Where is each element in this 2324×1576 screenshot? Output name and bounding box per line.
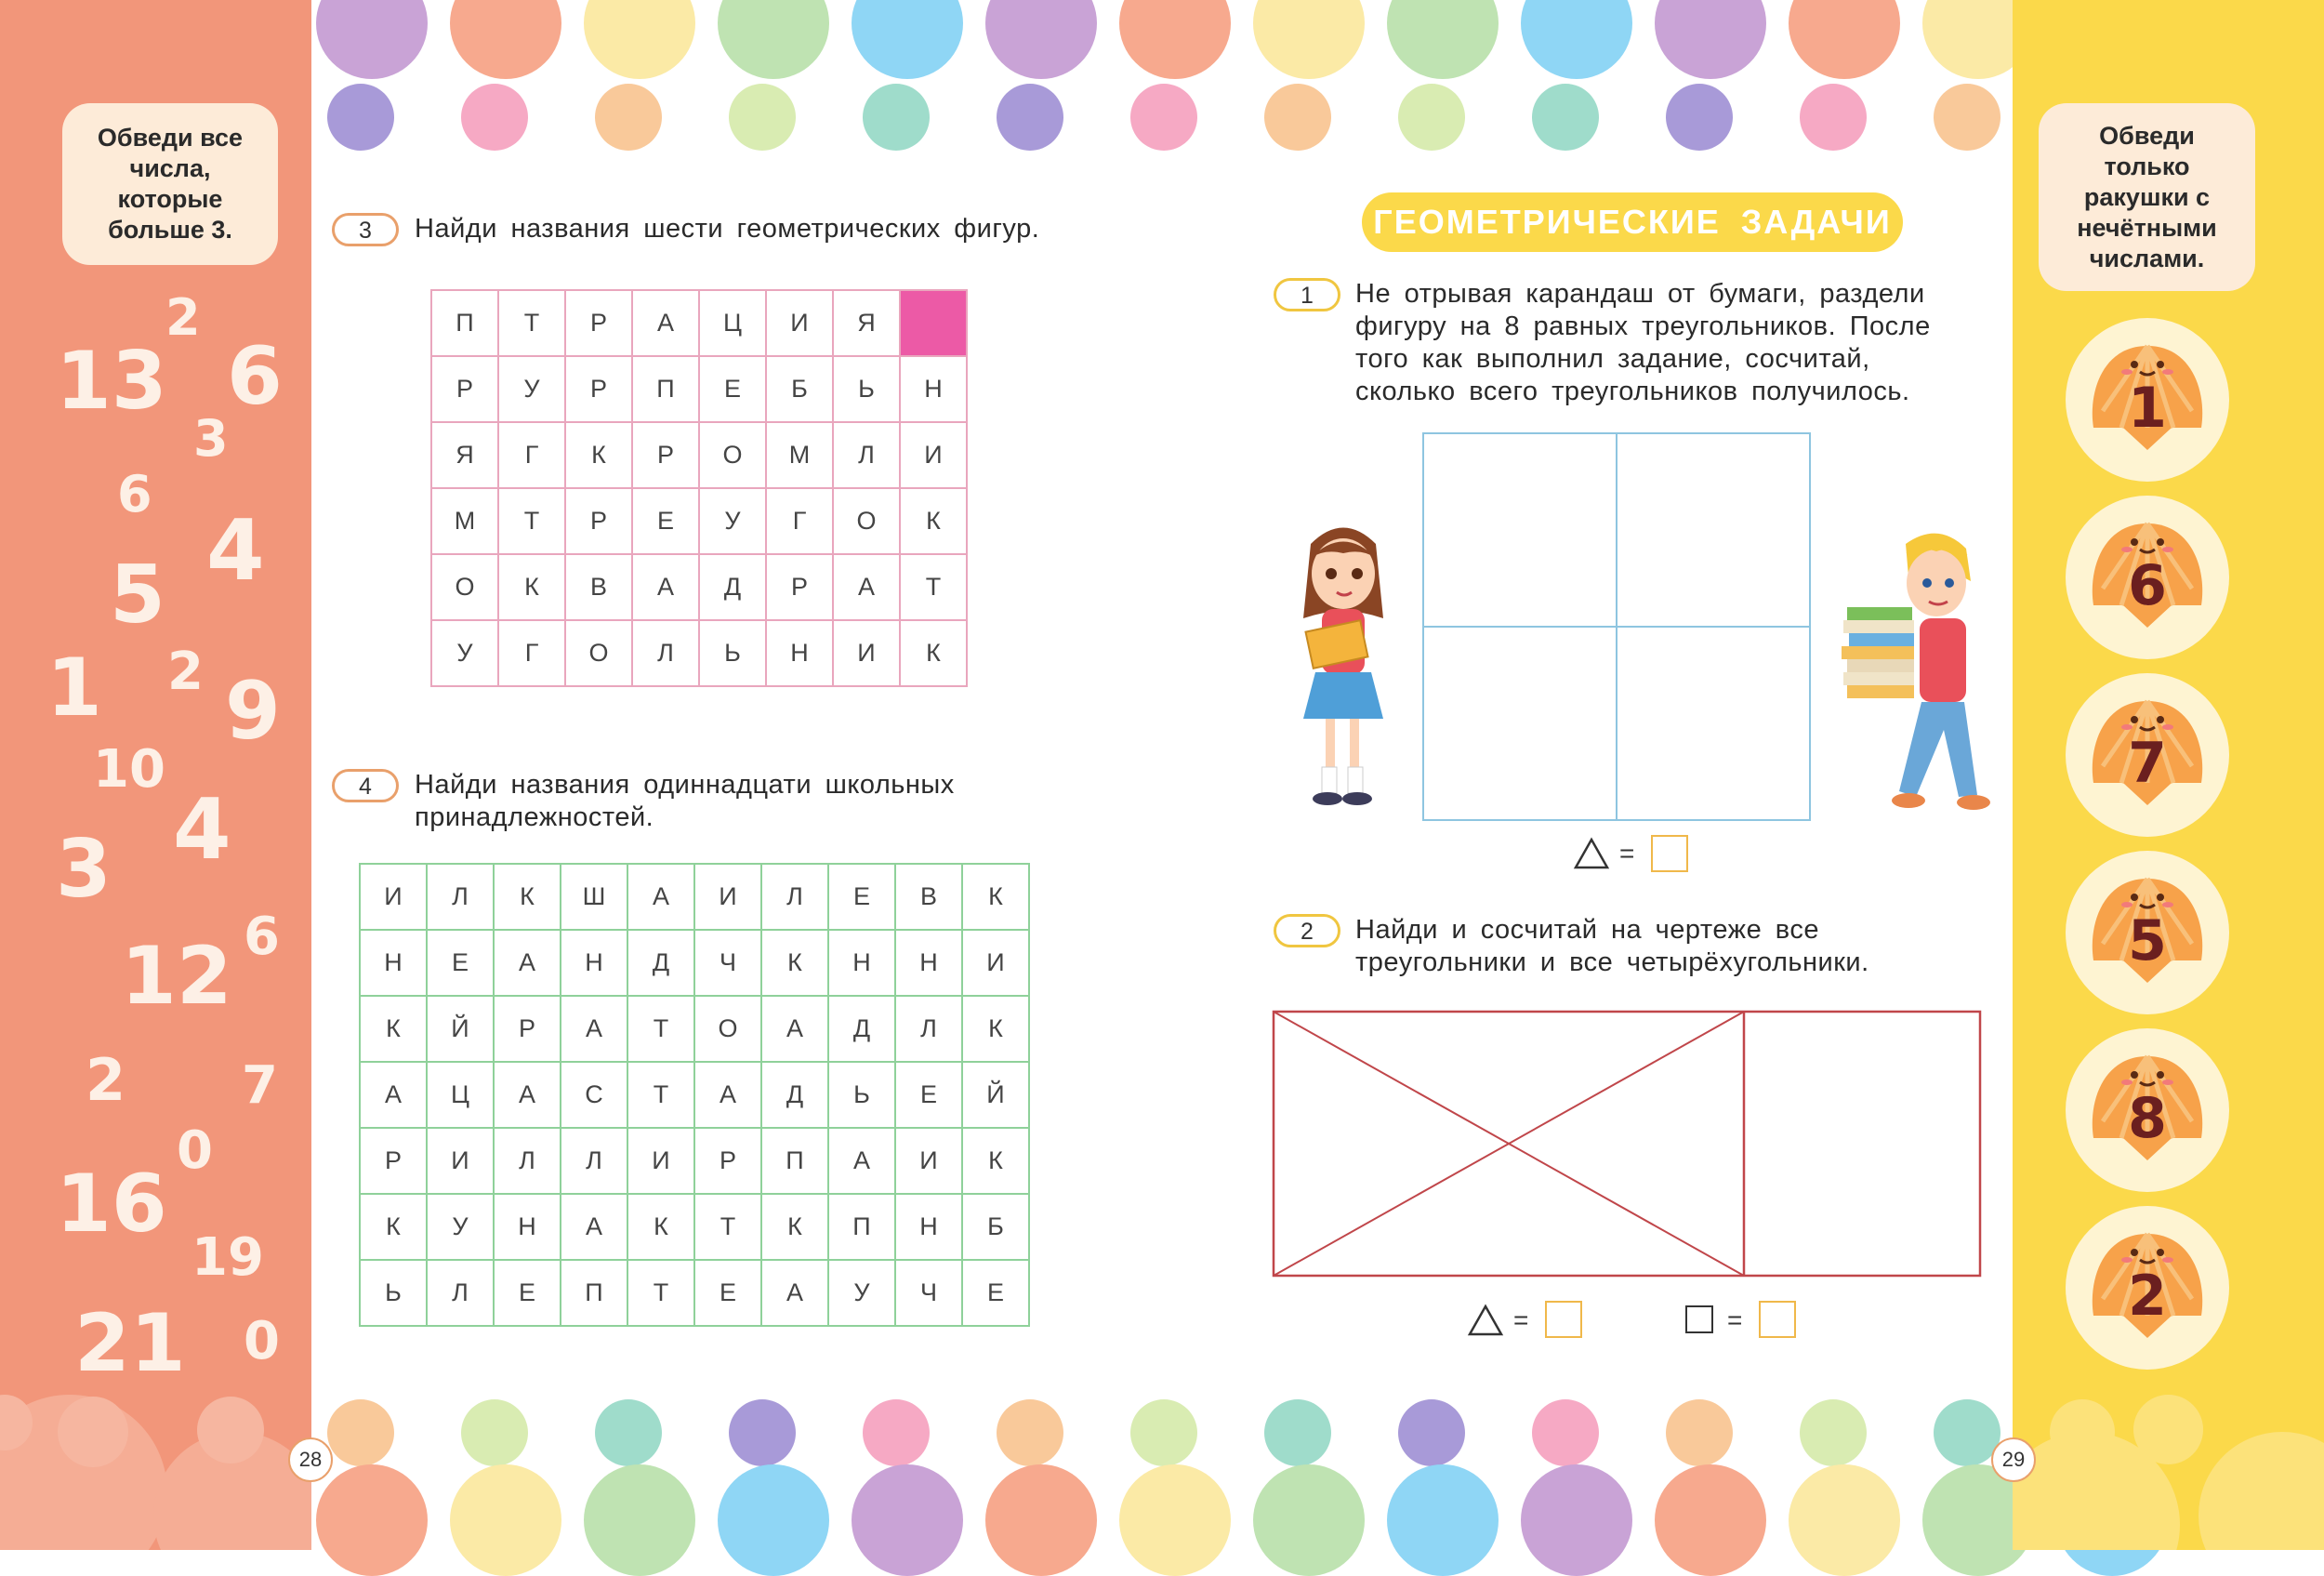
grid-row (431, 356, 967, 422)
decor-dot (1934, 84, 2000, 151)
grid-cell[interactable]: А (360, 1062, 427, 1128)
scatter-number[interactable]: 3 (193, 409, 229, 468)
square-symbol-icon (1685, 1305, 1713, 1333)
decor-dot (1532, 1399, 1599, 1466)
grid-cell[interactable]: Ч (895, 1260, 962, 1326)
scatter-number[interactable]: 4 (173, 781, 231, 879)
grid-cell[interactable]: Д (761, 1062, 828, 1128)
grid-cell[interactable]: Ш (561, 864, 627, 930)
grid-cell[interactable]: А (494, 930, 561, 996)
grid-cell[interactable]: Г (498, 422, 565, 488)
grid-cell[interactable]: М (431, 488, 498, 554)
grid-cell[interactable]: К (900, 620, 967, 686)
geo-2-line1: Найди и сосчитай на чертеже все (1355, 915, 1819, 945)
grid-cell[interactable]: Е (895, 1062, 962, 1128)
grid-cell[interactable]: И (766, 290, 833, 356)
decor-dot (1253, 0, 1365, 79)
decor-dot (1264, 84, 1331, 151)
grid-cell[interactable]: А (694, 1062, 761, 1128)
grid-cell[interactable]: Б (766, 356, 833, 422)
decor-dot (1119, 0, 1231, 79)
boy-with-books-illustration (1827, 525, 2003, 823)
grid-cell[interactable]: К (360, 1194, 427, 1260)
strip-dot (58, 1397, 128, 1467)
grid-cell[interactable]: Р (360, 1128, 427, 1194)
decor-dot (852, 0, 963, 79)
decor-dot (1532, 84, 1599, 151)
grid-cell[interactable]: В (895, 864, 962, 930)
grid-cell[interactable]: А (632, 290, 699, 356)
scatter-number[interactable]: 19 (191, 1227, 264, 1288)
grid-cell[interactable]: Ь (360, 1260, 427, 1326)
scatter-number[interactable]: 2 (167, 642, 204, 702)
decor-dot (1387, 0, 1499, 79)
grid-cell[interactable]: Н (900, 356, 967, 422)
grid-cell[interactable]: И (694, 864, 761, 930)
task-4-text-line2: принадлежностей. (415, 802, 654, 832)
grid-cell[interactable]: И (427, 1128, 494, 1194)
shell-number: 1 (2128, 376, 2167, 441)
shell-number: 7 (2128, 731, 2167, 796)
grid-cell[interactable]: Н (766, 620, 833, 686)
decor-dot (1253, 1464, 1365, 1576)
scatter-number[interactable]: 3 (56, 823, 112, 916)
decor-dot (1398, 84, 1465, 151)
grid-row (431, 422, 967, 488)
grid-cell[interactable]: О (431, 554, 498, 620)
decor-dot (1119, 1464, 1231, 1576)
grid-cell[interactable]: Р (694, 1128, 761, 1194)
grid-cell[interactable]: Н (895, 1194, 962, 1260)
left-instruction: Обведи все числа, которые больше 3. (62, 103, 278, 265)
grid-cell[interactable]: Р (494, 996, 561, 1062)
grid-cell[interactable]: К (962, 996, 1029, 1062)
decor-dot (1521, 1464, 1632, 1576)
scatter-number[interactable]: 16 (56, 1158, 167, 1251)
decor-dot (327, 1399, 394, 1466)
grid-cell[interactable]: У (699, 488, 766, 554)
rectangle-figure-drawing (1272, 1010, 1984, 1279)
grid-row (360, 930, 1029, 996)
geo-1-equals: = (1619, 839, 1635, 867)
grid-row (360, 864, 1029, 930)
grid-cell[interactable]: К (360, 996, 427, 1062)
page-number-right: 29 (1991, 1437, 2036, 1482)
grid-cell[interactable]: А (761, 996, 828, 1062)
scatter-number[interactable]: 6 (244, 907, 280, 967)
grid-cell[interactable]: Р (565, 488, 632, 554)
decor-dot (718, 1464, 829, 1576)
grid-cell[interactable]: Е (494, 1260, 561, 1326)
grid-cell[interactable]: У (431, 620, 498, 686)
task-4-text-line1: Найди названия одиннадцати школьных (415, 770, 955, 800)
grid-cell[interactable]: Г (498, 620, 565, 686)
triangle-symbol-icon (1573, 837, 1610, 870)
grid-cell[interactable]: П (632, 356, 699, 422)
grid-cell[interactable]: О (699, 422, 766, 488)
grid-cell[interactable]: Д (699, 554, 766, 620)
grid-cell[interactable]: Н (561, 930, 627, 996)
grid-row (360, 996, 1029, 1062)
grid-cell[interactable]: П (828, 1194, 895, 1260)
shell-number: 2 (2128, 1264, 2167, 1329)
scatter-number[interactable]: 2 (86, 1046, 126, 1114)
scatter-number[interactable]: 12 (121, 930, 232, 1023)
grid-cell[interactable]: Л (561, 1128, 627, 1194)
scatter-number[interactable]: 7 (242, 1055, 278, 1116)
triangle-symbol-icon (1467, 1304, 1504, 1337)
geo-1-badge: 1 (1274, 278, 1340, 311)
grid-cell[interactable]: Й (962, 1062, 1029, 1128)
grid-cell[interactable]: Р (565, 290, 632, 356)
grid-cell[interactable]: Р (766, 554, 833, 620)
grid-cell[interactable]: М (766, 422, 833, 488)
grid-cell[interactable]: И (627, 1128, 694, 1194)
grid-cell[interactable]: О (833, 488, 900, 554)
decor-dot (1655, 0, 1766, 79)
grid-cell[interactable]: К (498, 554, 565, 620)
grid-row (360, 1260, 1029, 1326)
right-instruction: Обведи только ракушки с нечётными числами. (2039, 103, 2255, 291)
grid-row (431, 290, 967, 356)
grid-cell[interactable]: Н (360, 930, 427, 996)
shell-item[interactable] (2066, 851, 2229, 1014)
scatter-number[interactable]: 6 (117, 465, 152, 523)
grid-cell[interactable]: И (833, 620, 900, 686)
decor-dot (1666, 1399, 1733, 1466)
decor-dot (584, 1464, 695, 1576)
shell-number: 8 (2128, 1086, 2167, 1151)
page-number-left: 28 (288, 1437, 333, 1482)
decor-dot (595, 84, 662, 151)
right-side-strip (2013, 0, 2324, 1550)
decor-dot (729, 84, 796, 151)
grid-cell[interactable]: О (694, 996, 761, 1062)
grid-cell[interactable]: Л (494, 1128, 561, 1194)
grid-cell[interactable]: А (833, 554, 900, 620)
grid-cell[interactable]: А (561, 996, 627, 1062)
grid-cell[interactable]: И (900, 422, 967, 488)
grid-cell[interactable]: Т (498, 290, 565, 356)
left-side-strip (0, 0, 311, 1550)
geo-2-triangles-answer-box[interactable] (1545, 1301, 1582, 1338)
shell-number: 6 (2128, 553, 2167, 618)
grid-cell[interactable]: Л (833, 422, 900, 488)
decor-dot (852, 1464, 963, 1576)
grid-cell[interactable]: С (561, 1062, 627, 1128)
grid-row (360, 1128, 1029, 1194)
grid-cell[interactable]: Ц (427, 1062, 494, 1128)
geo-1-line: Не отрывая карандаш от бумаги, раздели (1355, 279, 1925, 309)
grid-cell[interactable]: Р (632, 422, 699, 488)
decor-dot (316, 1464, 428, 1576)
task-4-text (415, 769, 955, 834)
decor-dot (1655, 1464, 1766, 1576)
scatter-number[interactable]: 0 (244, 1311, 280, 1371)
grid-cell[interactable]: Л (632, 620, 699, 686)
grid-cell[interactable]: Л (761, 864, 828, 930)
grid-cell[interactable]: Ь (833, 356, 900, 422)
geo-2-equals-triangles: = (1513, 1305, 1529, 1334)
decor-dot (1666, 84, 1733, 151)
task-3-letter-grid (430, 289, 968, 687)
grid-row (431, 488, 967, 554)
grid-cell[interactable]: Т (627, 996, 694, 1062)
grid-cell[interactable]: Р (565, 356, 632, 422)
grid-cell[interactable]: О (565, 620, 632, 686)
grid-cell[interactable]: Д (828, 996, 895, 1062)
grid-cell[interactable]: Б (962, 1194, 1029, 1260)
grid-cell[interactable]: Н (895, 930, 962, 996)
grid-cell[interactable]: Ч (694, 930, 761, 996)
decor-dot (1789, 0, 1900, 79)
grid-cell[interactable]: Я (833, 290, 900, 356)
task-3-badge: 3 (332, 213, 399, 246)
grid-cell[interactable]: А (561, 1194, 627, 1260)
geo-1-answer-box[interactable] (1651, 835, 1688, 872)
grid-cell[interactable]: А (627, 864, 694, 930)
grid-cell[interactable]: К (962, 1128, 1029, 1194)
shell-item[interactable] (2066, 673, 2229, 837)
shell-item[interactable] (2066, 1206, 2229, 1370)
grid-cell[interactable]: Ь (699, 620, 766, 686)
grid-row (360, 1194, 1029, 1260)
grid-cell[interactable]: Е (962, 1260, 1029, 1326)
decor-dot (450, 0, 561, 79)
task-4-letter-grid (359, 863, 1030, 1327)
geo-2-text (1355, 914, 1869, 979)
shell-item[interactable] (2066, 318, 2229, 482)
grid-cell[interactable]: Т (627, 1260, 694, 1326)
decor-dot (595, 1399, 662, 1466)
shell-item[interactable] (2066, 496, 2229, 659)
grid-cell[interactable]: У (498, 356, 565, 422)
grid-cell[interactable]: Т (627, 1062, 694, 1128)
geo-2-line2: треугольники и все четырёхугольники. (1355, 947, 1869, 977)
decor-dot (718, 0, 829, 79)
decor-dot (316, 0, 428, 79)
decor-dot (1398, 1399, 1465, 1466)
decor-dot (1387, 1464, 1499, 1576)
grid-cell[interactable]: А (632, 554, 699, 620)
task-3-text: Найди названия шести геометрических фигур. (415, 214, 1040, 244)
shell-number: 5 (2128, 908, 2167, 973)
geo-1-text (1355, 278, 1931, 408)
decor-dot (1130, 84, 1197, 151)
grid-cell[interactable]: И (360, 864, 427, 930)
grid-cell[interactable]: Й (427, 996, 494, 1062)
decor-dot (450, 1464, 561, 1576)
grid-cell[interactable]: Н (494, 1194, 561, 1260)
grid-cell[interactable]: Е (427, 930, 494, 996)
grid-cell[interactable]: Я (431, 422, 498, 488)
scatter-number[interactable]: 2 (165, 288, 201, 347)
grid-cell[interactable]: Е (699, 356, 766, 422)
grid-cell[interactable]: К (494, 864, 561, 930)
square-grid-drawing (1422, 432, 1811, 821)
grid-cell[interactable]: К (962, 864, 1029, 930)
scatter-number[interactable]: 9 (225, 665, 281, 758)
geo-1-line: сколько всего треугольников получилось. (1355, 377, 1910, 406)
shell-item[interactable] (2066, 1028, 2229, 1192)
strip-dot (2199, 1432, 2324, 1550)
grid-cell[interactable]: Е (694, 1260, 761, 1326)
grid-cell[interactable]: В (565, 554, 632, 620)
geo-1-line: того как выполнил задание, сосчитай, (1355, 344, 1870, 374)
decor-dot (1521, 0, 1632, 79)
geo-1-line: фигуру на 8 равных треугольников. После (1355, 311, 1931, 341)
grid-cell[interactable]: К (761, 930, 828, 996)
decor-dot (461, 84, 528, 151)
decor-dot (1789, 1464, 1900, 1576)
grid-cell[interactable]: А (828, 1128, 895, 1194)
girl-reading-illustration (1274, 516, 1413, 823)
task-4-badge: 4 (332, 769, 399, 802)
grid-cell[interactable]: П (761, 1128, 828, 1194)
grid-row (431, 620, 967, 686)
grid-cell[interactable]: Т (900, 554, 967, 620)
decor-dot (985, 0, 1097, 79)
grid-row (431, 554, 967, 620)
grid-cell[interactable]: Д (627, 930, 694, 996)
scatter-number[interactable]: 6 (227, 330, 283, 423)
decor-dot (1264, 1399, 1331, 1466)
grid-cell[interactable]: У (828, 1260, 895, 1326)
grid-cell-filled[interactable] (900, 290, 967, 356)
grid-cell[interactable]: Н (828, 930, 895, 996)
scatter-number[interactable]: 13 (56, 335, 167, 428)
grid-cell[interactable]: Л (427, 864, 494, 930)
grid-cell[interactable]: Л (427, 1260, 494, 1326)
decor-dot (997, 1399, 1063, 1466)
geo-2-quads-answer-box[interactable] (1759, 1301, 1796, 1338)
grid-cell[interactable]: Т (694, 1194, 761, 1260)
scatter-number[interactable]: 1 (46, 642, 102, 735)
geo-2-equals-quads: = (1727, 1305, 1743, 1334)
decor-dot (327, 84, 394, 151)
grid-cell[interactable]: К (565, 422, 632, 488)
scatter-number[interactable]: 5 (110, 549, 165, 642)
scatter-number[interactable]: 4 (206, 502, 265, 600)
scatter-number[interactable]: 0 (177, 1120, 213, 1181)
decor-dot (584, 0, 695, 79)
grid-row (360, 1062, 1029, 1128)
grid-cell[interactable]: Е (632, 488, 699, 554)
grid-cell[interactable]: А (761, 1260, 828, 1326)
grid-cell[interactable]: П (561, 1260, 627, 1326)
grid-cell[interactable]: Л (895, 996, 962, 1062)
scatter-number[interactable]: 21 (74, 1297, 186, 1390)
grid-cell[interactable]: П (431, 290, 498, 356)
grid-cell[interactable]: Ц (699, 290, 766, 356)
grid-cell[interactable]: И (962, 930, 1029, 996)
grid-cell[interactable]: И (895, 1128, 962, 1194)
grid-cell[interactable]: Е (828, 864, 895, 930)
grid-cell[interactable]: Т (498, 488, 565, 554)
grid-cell[interactable]: У (427, 1194, 494, 1260)
decor-dot (997, 84, 1063, 151)
grid-cell[interactable]: А (494, 1062, 561, 1128)
decor-dot (461, 1399, 528, 1466)
decor-dot (863, 1399, 930, 1466)
decor-dot (729, 1399, 796, 1466)
decor-dot (1800, 1399, 1867, 1466)
decor-dot (863, 84, 930, 151)
decor-dot (1800, 84, 1867, 151)
grid-cell[interactable]: Г (766, 488, 833, 554)
grid-cell[interactable]: К (761, 1194, 828, 1260)
grid-cell[interactable]: Р (431, 356, 498, 422)
decor-dot (1130, 1399, 1197, 1466)
section-title: ГЕОМЕТРИЧЕСКИЕ ЗАДАЧИ (1362, 192, 1903, 252)
decor-dot (985, 1464, 1097, 1576)
grid-cell[interactable]: К (900, 488, 967, 554)
geo-2-badge: 2 (1274, 914, 1340, 947)
grid-cell[interactable]: К (627, 1194, 694, 1260)
scatter-number[interactable]: 10 (93, 739, 165, 800)
grid-cell[interactable]: Ь (828, 1062, 895, 1128)
strip-dot (197, 1397, 264, 1463)
